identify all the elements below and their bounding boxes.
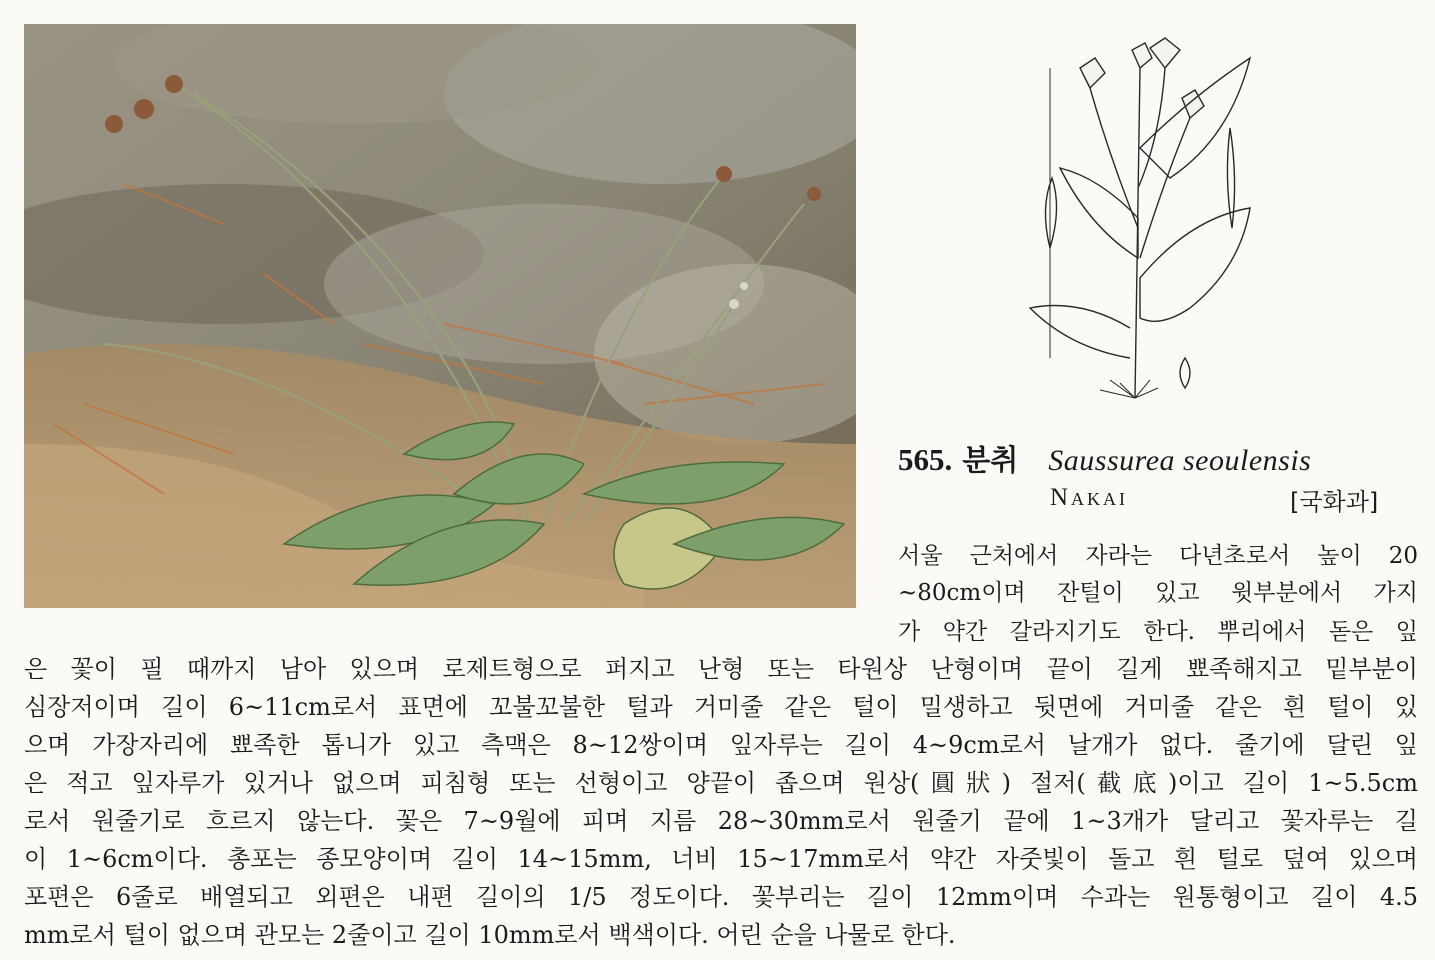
text-line: 으며 가장자리에 뾰족한 톱니가 있고 측맥은 8~12쌍이며 잎자루는 길이 4~9cm로서 날개가 없다. 줄기에 달린 잎 [24,731,1418,759]
text-line: 은 꽃이 필 때까지 남아 있으며 로제트형으로 퍼지고 난형 또는 타원상 난형이며 끝이 길게 뾰족해지고 밑부분이 [24,655,1418,683]
entry-title [898,438,1311,479]
text-line: ~80cm이며 잔털이 있고 윗부분에서 가지 [898,580,1418,606]
scientific-name: Saussurea seoulensis [1048,444,1312,477]
plant-photo [24,24,856,608]
family-name: [국화과] [1290,488,1379,516]
text-line: 로서 원줄기로 흐르지 않는다. 꽃은 7~9월에 피며 지름 28~30mm로서 원줄기 끝에 1~3개가 달리고 꽃자루는 길 [24,807,1418,835]
text-line: 서울 근처에서 자라는 다년초로서 높이 20 [898,543,1418,569]
text-line: 포편은 6줄로 배열되고 외편은 내편 길이의 1/5 정도이다. 꽃부리는 길이 12mm이며 수과는 원통형이고 길이 4.5 [24,883,1418,911]
text-line: 은 적고 잎자루가 있거나 없으며 피침형 또는 선형이고 양끝이 좁으며 원상(圓狀) 절저(截底)이고 길이 1~5.5cm [24,769,1418,797]
text-line: 심장저이며 길이 6~11cm로서 표면에 꼬불꼬불한 털과 거미줄 같은 털이 밀생하고 뒷면에 거미줄 같은 흰 털이 있 [24,693,1418,721]
entry-number: 565. [898,442,953,477]
text-line: 이 1~6cm이다. 총포는 종모양이며 길이 14~15mm, 너비 15~17mm로서 약간 자줏빛이 돌고 흰 털로 덮여 있으며 [24,845,1418,873]
text-line: 가 약간 갈라지기도 한다. 뿌리에서 돋은 잎 [898,619,1418,645]
text-line: mm로서 털이 없으며 관모는 2줄이고 길이 10mm로서 백색이다. 어린 순을 나물로 한다. [24,921,956,949]
author-name: Nakai [1050,484,1129,511]
korean-name: 분취 [962,443,1019,477]
botanical-illustration [990,28,1280,408]
